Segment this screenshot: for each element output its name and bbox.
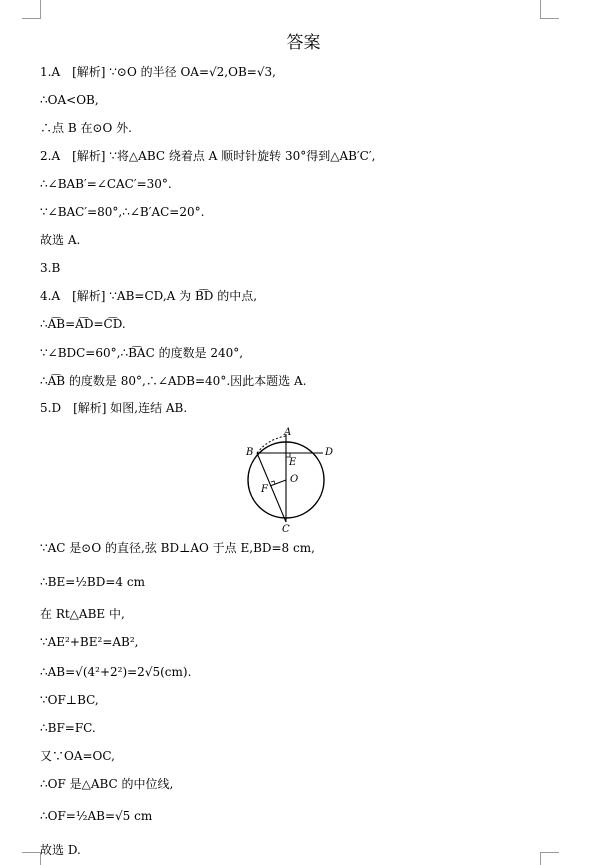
answer-line: ∵∠BAC′=80°,∴∠B′AC=20°. [40, 205, 205, 219]
answer-line: 故选 A. [40, 233, 81, 247]
answer-line: ∴BF=FC. [40, 721, 96, 735]
crop-mark-bottom-right-v [540, 852, 541, 865]
answer-line: 又∵OA=OC, [40, 749, 115, 763]
label-b: B [246, 447, 254, 458]
crop-mark-bottom-left-h [22, 852, 41, 853]
answer-line: 3.B [40, 261, 61, 275]
label-e: E [289, 457, 297, 468]
answer-line: 在 Rt△ABE 中, [40, 607, 125, 621]
answer-line: ∵OF⊥BC, [40, 693, 99, 707]
answer-line: ∴∠BAB′=∠CAC′=30°. [40, 177, 172, 191]
answer-line: 1.A [解析] ∵⊙O 的半径 OA=√2,OB=√3, [40, 65, 276, 79]
crop-mark-top-right-h [540, 18, 559, 19]
answer-line: 故选 D. [40, 843, 81, 857]
answer-line: 5.D [解析] 如图,连结 AB. [40, 401, 188, 415]
answer-line: ∴BE=½BD=4 cm [40, 575, 145, 589]
answer-line: ∴AB=√(4²+2²)=2√5(cm). [40, 665, 192, 679]
answer-line: ∵AC 是⊙O 的直径,弦 BD⊥AO 于点 E,BD=8 cm, [40, 541, 315, 555]
answer-line: 4.A [解析] ∵AB=CD,A 为 B͡D 的中点, [40, 289, 258, 303]
segment-of [270, 480, 286, 486]
answer-line: ∴OF 是△ABC 的中位线, [40, 777, 174, 791]
circle-geometry-figure [238, 424, 348, 534]
right-angle-f [271, 481, 275, 484]
answer-line: ∴A͡B 的度数是 80°,∴∠ADB=40°.因此本题选 A. [40, 374, 307, 388]
answer-line: ∴A͡B=A͡D=C͡D. [40, 317, 126, 331]
answer-line: ∴OF=½AB=√5 cm [40, 809, 153, 823]
label-o: O [290, 474, 299, 485]
answer-line: ∵∠BDC=60°,∴B͡AC 的度数是 240°, [40, 346, 244, 360]
crop-mark-top-left-v [40, 0, 41, 18]
crop-mark-top-left-h [22, 18, 41, 19]
page-title: 答案 [286, 33, 321, 53]
answer-line: ∴点 B 在⊙O 外. [40, 121, 132, 135]
answer-line: ∵AE²+BE²=AB², [40, 635, 139, 649]
label-a: A [284, 427, 292, 438]
label-d: D [325, 447, 334, 458]
crop-mark-bottom-right-h [540, 852, 559, 853]
label-f: F [261, 484, 268, 495]
crop-mark-top-right-v [540, 0, 541, 18]
label-c: C [282, 524, 290, 534]
answer-line: ∴OA<OB, [40, 93, 99, 107]
answer-line: 2.A [解析] ∵将△ABC 绕着点 A 顺时针旋转 30°得到△AB′C′, [40, 149, 376, 163]
